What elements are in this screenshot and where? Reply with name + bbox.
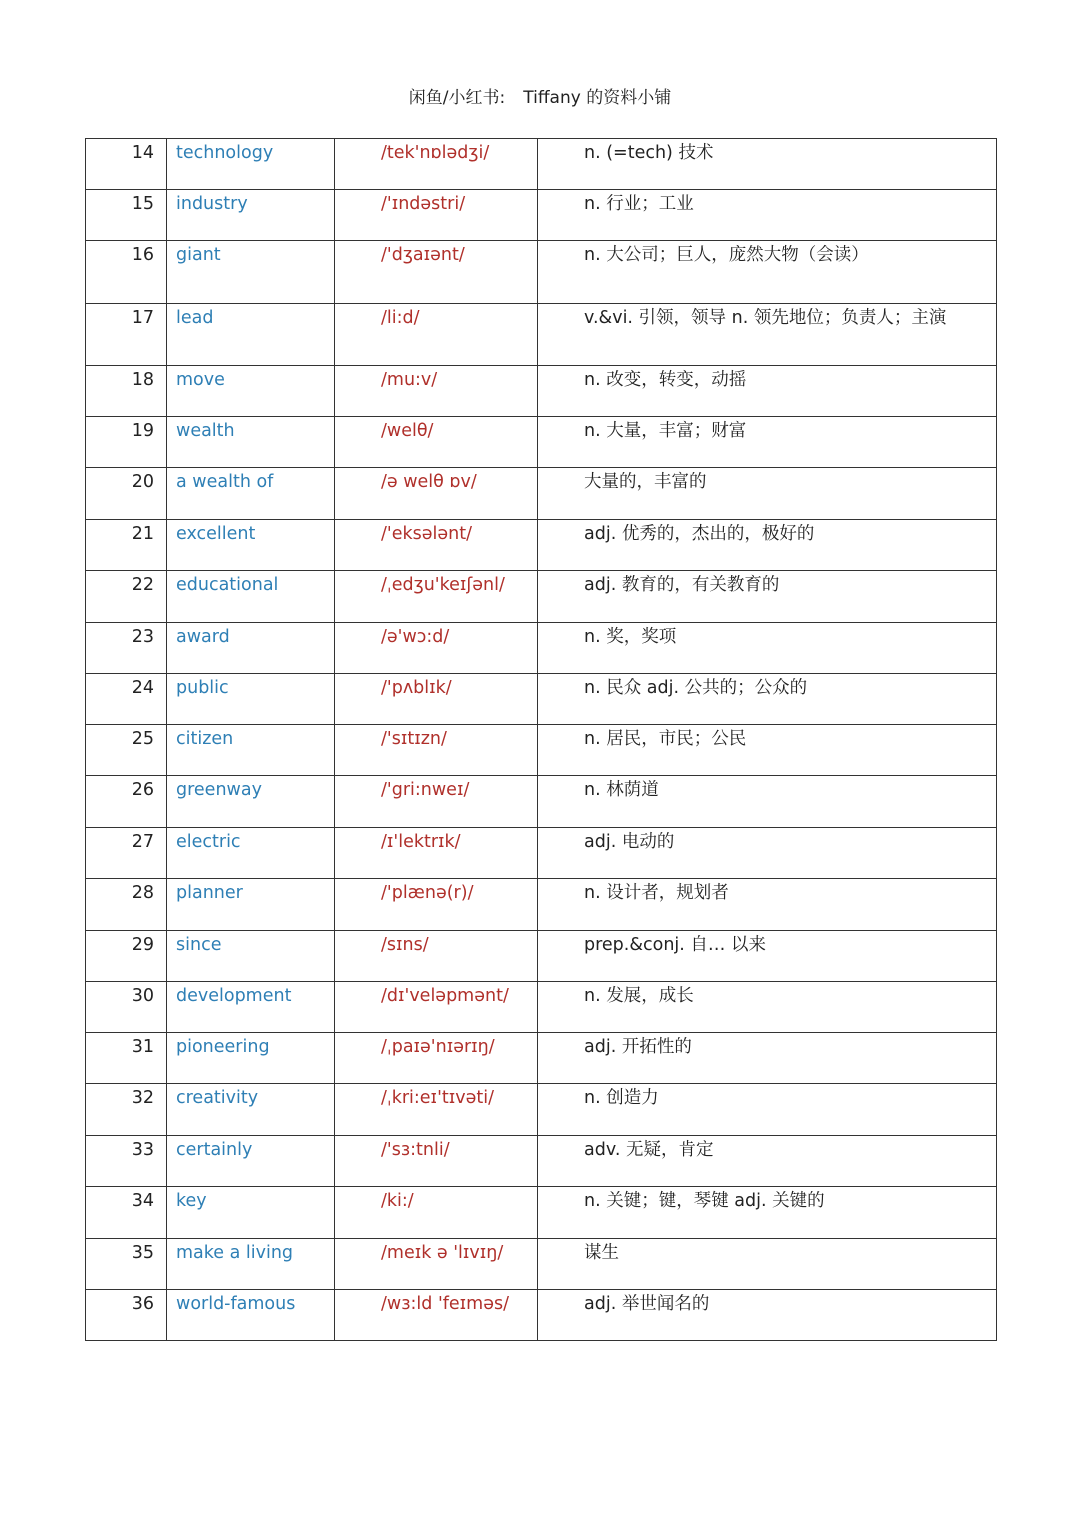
table-row: [86, 674, 997, 725]
table-row: [86, 1033, 997, 1084]
row-number-cell: [86, 674, 167, 725]
row-number: 20: [131, 472, 154, 492]
table-row: [86, 931, 997, 982]
row-word: certainly: [176, 1140, 253, 1160]
row-word-cell: [167, 931, 335, 982]
row-word: development: [176, 986, 292, 1006]
row-phonetic: /meɪk ə 'lɪvɪŋ/: [381, 1243, 504, 1263]
row-number-cell: [86, 1136, 167, 1187]
row-definition-cell: [538, 139, 997, 190]
row-phonetic-cell: [335, 190, 538, 241]
row-word-cell: [167, 571, 335, 623]
row-definition-cell: [538, 1187, 997, 1239]
row-word: wealth: [176, 421, 235, 441]
table-row: [86, 417, 997, 468]
row-definition-cell: [538, 674, 997, 725]
row-definition: 大量的，丰富的: [584, 472, 707, 492]
row-word-cell: [167, 1136, 335, 1187]
row-definition-cell: [538, 241, 997, 304]
row-phonetic: /ˌedʒu'keɪʃənl/: [381, 575, 505, 595]
row-definition-cell: [538, 931, 997, 982]
row-number: 28: [131, 883, 154, 903]
row-word-cell: [167, 879, 335, 931]
table-row: [86, 139, 997, 190]
row-phonetic-cell: [335, 241, 538, 304]
row-definition-cell: [538, 571, 997, 623]
row-phonetic-cell: [335, 828, 538, 879]
row-number: 18: [131, 370, 154, 390]
row-phonetic: /ə'wɔ:d/: [381, 627, 450, 647]
row-definition: n. 大量，丰富；财富: [584, 421, 747, 441]
row-definition-cell: [538, 520, 997, 571]
table-row: [86, 1290, 997, 1341]
row-definition: v.&vi. 引领，领导 n. 领先地位；负责人；主演: [584, 308, 947, 328]
row-word: world-famous: [176, 1294, 296, 1314]
row-phonetic: /tek'nɒlədʒi/: [381, 143, 490, 163]
row-phonetic-cell: [335, 982, 538, 1033]
row-definition: n. 奖，奖项: [584, 627, 677, 647]
row-phonetic-cell: [335, 571, 538, 623]
row-word: citizen: [176, 729, 234, 749]
row-definition: n. (=tech) 技术: [584, 143, 714, 163]
row-phonetic-cell: [335, 674, 538, 725]
table-row: [86, 982, 997, 1033]
row-word-cell: [167, 417, 335, 468]
row-word-cell: [167, 828, 335, 879]
row-word-cell: [167, 1290, 335, 1341]
row-word: educational: [176, 575, 279, 595]
row-word: greenway: [176, 780, 262, 800]
row-number: 24: [131, 678, 154, 698]
row-definition-cell: [538, 879, 997, 931]
row-word-cell: [167, 623, 335, 674]
row-phonetic-cell: [335, 879, 538, 931]
row-word: public: [176, 678, 229, 698]
row-word-cell: [167, 674, 335, 725]
row-phonetic: /ɪ'lektrɪk/: [381, 832, 461, 852]
row-definition-cell: [538, 828, 997, 879]
row-phonetic-cell: [335, 776, 538, 828]
table-row: [86, 828, 997, 879]
row-definition: n. 创造力: [584, 1088, 659, 1108]
row-number-cell: [86, 931, 167, 982]
row-number: 29: [131, 935, 154, 955]
row-definition: prep.&conj. 自… 以来: [584, 935, 766, 955]
row-number: 31: [131, 1037, 154, 1057]
row-number-cell: [86, 304, 167, 366]
row-word-cell: [167, 366, 335, 417]
row-phonetic-cell: [335, 725, 538, 776]
row-definition-cell: [538, 366, 997, 417]
row-definition: n. 关键；键，琴键 adj. 关键的: [584, 1191, 825, 1211]
row-number: 30: [131, 986, 154, 1006]
row-definition-cell: [538, 468, 997, 520]
row-phonetic-cell: [335, 1187, 538, 1239]
row-word: lead: [176, 308, 214, 328]
row-number-cell: [86, 982, 167, 1033]
row-word: move: [176, 370, 225, 390]
row-definition: 谋生: [584, 1243, 619, 1263]
row-word: industry: [176, 194, 248, 214]
row-word: make a living: [176, 1243, 294, 1263]
row-word: planner: [176, 883, 243, 903]
row-definition: adj. 教育的，有关教育的: [584, 575, 780, 595]
row-definition: adj. 优秀的，杰出的，极好的: [584, 524, 815, 544]
row-number-cell: [86, 366, 167, 417]
row-number-cell: [86, 1033, 167, 1084]
row-number: 26: [131, 780, 154, 800]
row-phonetic-cell: [335, 366, 538, 417]
row-word: giant: [176, 245, 221, 265]
row-word-cell: [167, 468, 335, 520]
row-phonetic: /mu:v/: [381, 370, 438, 390]
row-definition: n. 大公司；巨人，庞然大物（会读）: [584, 245, 869, 265]
row-phonetic: /dɪ'veləpmənt/: [381, 986, 509, 1006]
row-number: 14: [131, 143, 154, 163]
row-number-cell: [86, 1239, 167, 1290]
table-row: [86, 468, 997, 520]
table-row: [86, 241, 997, 304]
row-word-cell: [167, 1239, 335, 1290]
row-word-cell: [167, 139, 335, 190]
row-number: 32: [131, 1088, 154, 1108]
row-phonetic: /'gri:nweɪ/: [381, 780, 470, 800]
row-phonetic-cell: [335, 468, 538, 520]
row-phonetic-cell: [335, 417, 538, 468]
row-phonetic-cell: [335, 931, 538, 982]
row-definition-cell: [538, 623, 997, 674]
row-phonetic-cell: [335, 1033, 538, 1084]
row-word: since: [176, 935, 222, 955]
table-row: [86, 366, 997, 417]
row-definition-cell: [538, 417, 997, 468]
row-word: electric: [176, 832, 241, 852]
row-definition: n. 改变，转变，动摇: [584, 370, 747, 390]
row-word: excellent: [176, 524, 256, 544]
row-definition-cell: [538, 1136, 997, 1187]
row-number: 16: [131, 245, 154, 265]
row-number-cell: [86, 139, 167, 190]
row-phonetic: /'sɪtɪzn/: [381, 729, 447, 749]
row-phonetic: /li:d/: [381, 308, 420, 328]
row-number: 27: [131, 832, 154, 852]
table-row: [86, 623, 997, 674]
row-word-cell: [167, 1084, 335, 1136]
table-row: [86, 776, 997, 828]
row-definition-cell: [538, 1290, 997, 1341]
row-phonetic: /'eksələnt/: [381, 524, 472, 544]
table-row: [86, 571, 997, 623]
row-number-cell: [86, 520, 167, 571]
header-shop: Tiffany 的资料小铺: [523, 88, 672, 108]
row-phonetic-cell: [335, 520, 538, 571]
table-row: [86, 879, 997, 931]
table-row: [86, 1239, 997, 1290]
row-definition: n. 行业；工业: [584, 194, 694, 214]
row-word: award: [176, 627, 230, 647]
vocabulary-table: [85, 138, 997, 1341]
page-header: [0, 86, 1080, 110]
row-definition-cell: [538, 1239, 997, 1290]
row-word: key: [176, 1191, 207, 1211]
table-row: [86, 190, 997, 241]
row-word-cell: [167, 304, 335, 366]
row-number: 22: [131, 575, 154, 595]
row-number: 36: [131, 1294, 154, 1314]
table-row: [86, 1136, 997, 1187]
row-number-cell: [86, 776, 167, 828]
row-number-cell: [86, 417, 167, 468]
row-number: 34: [131, 1191, 154, 1211]
row-number-cell: [86, 190, 167, 241]
row-word-cell: [167, 241, 335, 304]
row-number: 33: [131, 1140, 154, 1160]
row-definition: n. 民众 adj. 公共的；公众的: [584, 678, 808, 698]
row-phonetic-cell: [335, 623, 538, 674]
table-row: [86, 725, 997, 776]
row-phonetic: /'plænə(r)/: [381, 883, 474, 903]
row-definition: n. 设计者，规划者: [584, 883, 729, 903]
row-phonetic: /'pʌblɪk/: [381, 678, 452, 698]
row-definition: n. 居民，市民；公民: [584, 729, 747, 749]
row-phonetic: /wɜ:ld 'feɪməs/: [381, 1294, 510, 1314]
row-phonetic: /'sɜ:tnli/: [381, 1140, 450, 1160]
row-number: 21: [131, 524, 154, 544]
row-phonetic-cell: [335, 1290, 538, 1341]
row-definition-cell: [538, 1084, 997, 1136]
row-word: creativity: [176, 1088, 259, 1108]
row-definition: adj. 电动的: [584, 832, 675, 852]
row-phonetic: /ˌpaɪə'nɪərɪŋ/: [381, 1037, 495, 1057]
row-phonetic-cell: [335, 139, 538, 190]
row-number-cell: [86, 623, 167, 674]
row-number-cell: [86, 241, 167, 304]
row-phonetic: /'ɪndəstri/: [381, 194, 466, 214]
row-phonetic: /ˌkri:eɪ'tɪvəti/: [381, 1088, 494, 1108]
table-row: [86, 304, 997, 366]
table-row: [86, 520, 997, 571]
row-word-cell: [167, 776, 335, 828]
row-word-cell: [167, 520, 335, 571]
row-word: technology: [176, 143, 274, 163]
row-phonetic: /sɪns/: [381, 935, 429, 955]
row-phonetic-cell: [335, 1084, 538, 1136]
table-row: [86, 1187, 997, 1239]
row-number: 23: [131, 627, 154, 647]
row-number-cell: [86, 725, 167, 776]
row-number-cell: [86, 1084, 167, 1136]
row-definition: adv. 无疑，肯定: [584, 1140, 714, 1160]
row-definition-cell: [538, 982, 997, 1033]
row-word: pioneering: [176, 1037, 270, 1057]
row-phonetic: /'dʒaɪənt/: [381, 245, 465, 265]
row-number: 19: [131, 421, 154, 441]
row-word-cell: [167, 725, 335, 776]
row-phonetic-cell: [335, 1239, 538, 1290]
row-definition-cell: [538, 776, 997, 828]
row-number-cell: [86, 1290, 167, 1341]
row-number: 25: [131, 729, 154, 749]
row-word-cell: [167, 982, 335, 1033]
row-number-cell: [86, 1187, 167, 1239]
row-definition: n. 发展，成长: [584, 986, 694, 1006]
row-definition-cell: [538, 190, 997, 241]
row-phonetic-cell: [335, 304, 538, 366]
row-number-cell: [86, 468, 167, 520]
row-number: 15: [131, 194, 154, 214]
row-definition: n. 林荫道: [584, 780, 659, 800]
row-definition: adj. 举世闻名的: [584, 1294, 710, 1314]
row-definition-cell: [538, 1033, 997, 1084]
row-word: a wealth of: [176, 472, 274, 492]
row-definition-cell: [538, 725, 997, 776]
row-phonetic: /ə welθ ɒv/: [381, 472, 477, 492]
row-number-cell: [86, 571, 167, 623]
row-definition: adj. 开拓性的: [584, 1037, 692, 1057]
row-word-cell: [167, 190, 335, 241]
row-number-cell: [86, 879, 167, 931]
row-phonetic: /welθ/: [381, 421, 434, 441]
row-number: 35: [131, 1243, 154, 1263]
row-word-cell: [167, 1187, 335, 1239]
row-number-cell: [86, 828, 167, 879]
row-phonetic: /ki:/: [381, 1191, 414, 1211]
table-row: [86, 1084, 997, 1136]
header-source: 闲鱼/小红书:: [408, 88, 506, 108]
row-phonetic-cell: [335, 1136, 538, 1187]
row-definition-cell: [538, 304, 997, 366]
vocabulary-table-body: [86, 139, 997, 1341]
row-word-cell: [167, 1033, 335, 1084]
row-number: 17: [131, 308, 154, 328]
